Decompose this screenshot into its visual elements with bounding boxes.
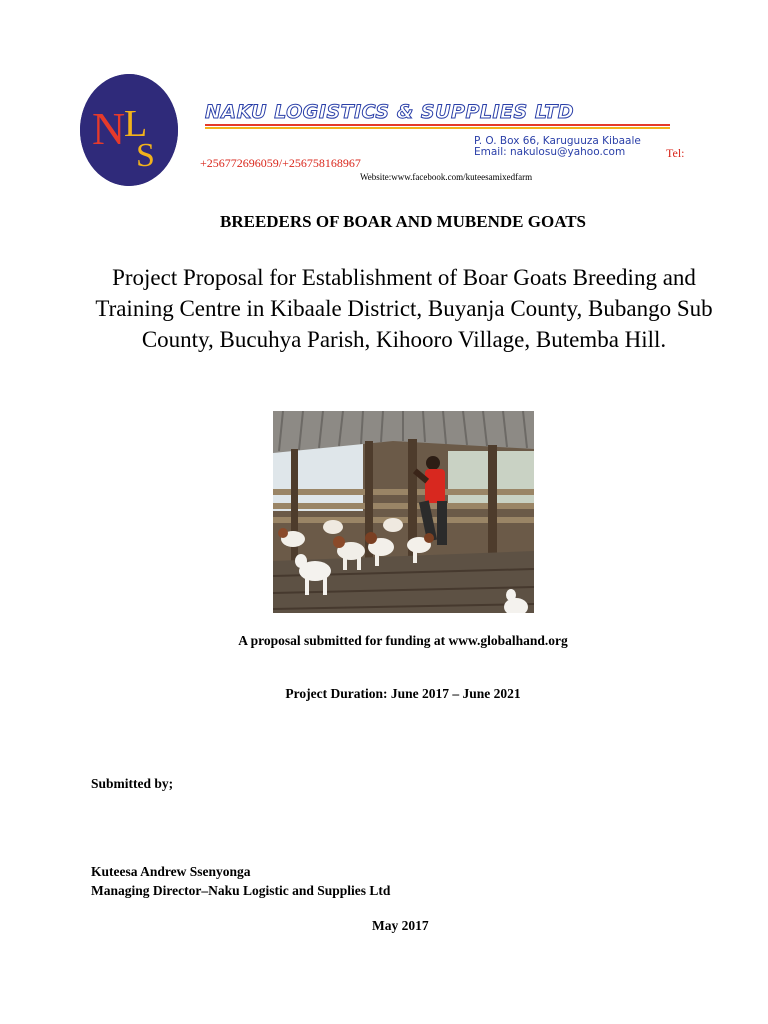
- goat-shed-photo: [273, 411, 534, 613]
- funding-note: A proposal submitted for funding at www.globalhand.org: [238, 633, 568, 648]
- letterhead-rule-gold: [205, 127, 670, 129]
- company-name: NAKU LOGISTICS & SUPPLIES LTD: [205, 101, 575, 123]
- tel-label: Tel:: [666, 146, 685, 160]
- proposal-title: Project Proposal for Establishment of Boar Goats Breeding and Training Centre in Kibaale District, Buyanja County, Bubango Sub County, Bucuhya Parish, Kihooro Village, Butemba Hill.: [95, 265, 713, 352]
- logo-letter-s: S: [136, 137, 155, 174]
- document-date: May 2017: [372, 918, 429, 933]
- company-email: Email: nakulosu@yahoo.com: [474, 146, 626, 158]
- logo-letter-n: N: [92, 103, 126, 154]
- company-phones: +256772696059/+256758168967: [200, 156, 361, 170]
- company-logo: [80, 74, 178, 186]
- letterhead-rule-red: [205, 124, 670, 126]
- submitted-by-label: Submitted by;: [91, 776, 174, 791]
- author-name: Kuteesa Andrew Ssenyonga: [91, 864, 251, 879]
- company-website: Website:www.facebook.com/kuteesamixedfarm: [360, 172, 533, 182]
- author-role: Managing Director–Naku Logistic and Supplies Ltd: [91, 883, 391, 898]
- logo-letter-l: L: [124, 103, 148, 145]
- project-duration: Project Duration: June 2017 – June 2021: [285, 686, 521, 701]
- tagline: BREEDERS OF BOAR AND MUBENDE GOATS: [219, 212, 587, 231]
- company-address: P. O. Box 66, Karuguuza Kibaale: [474, 135, 641, 147]
